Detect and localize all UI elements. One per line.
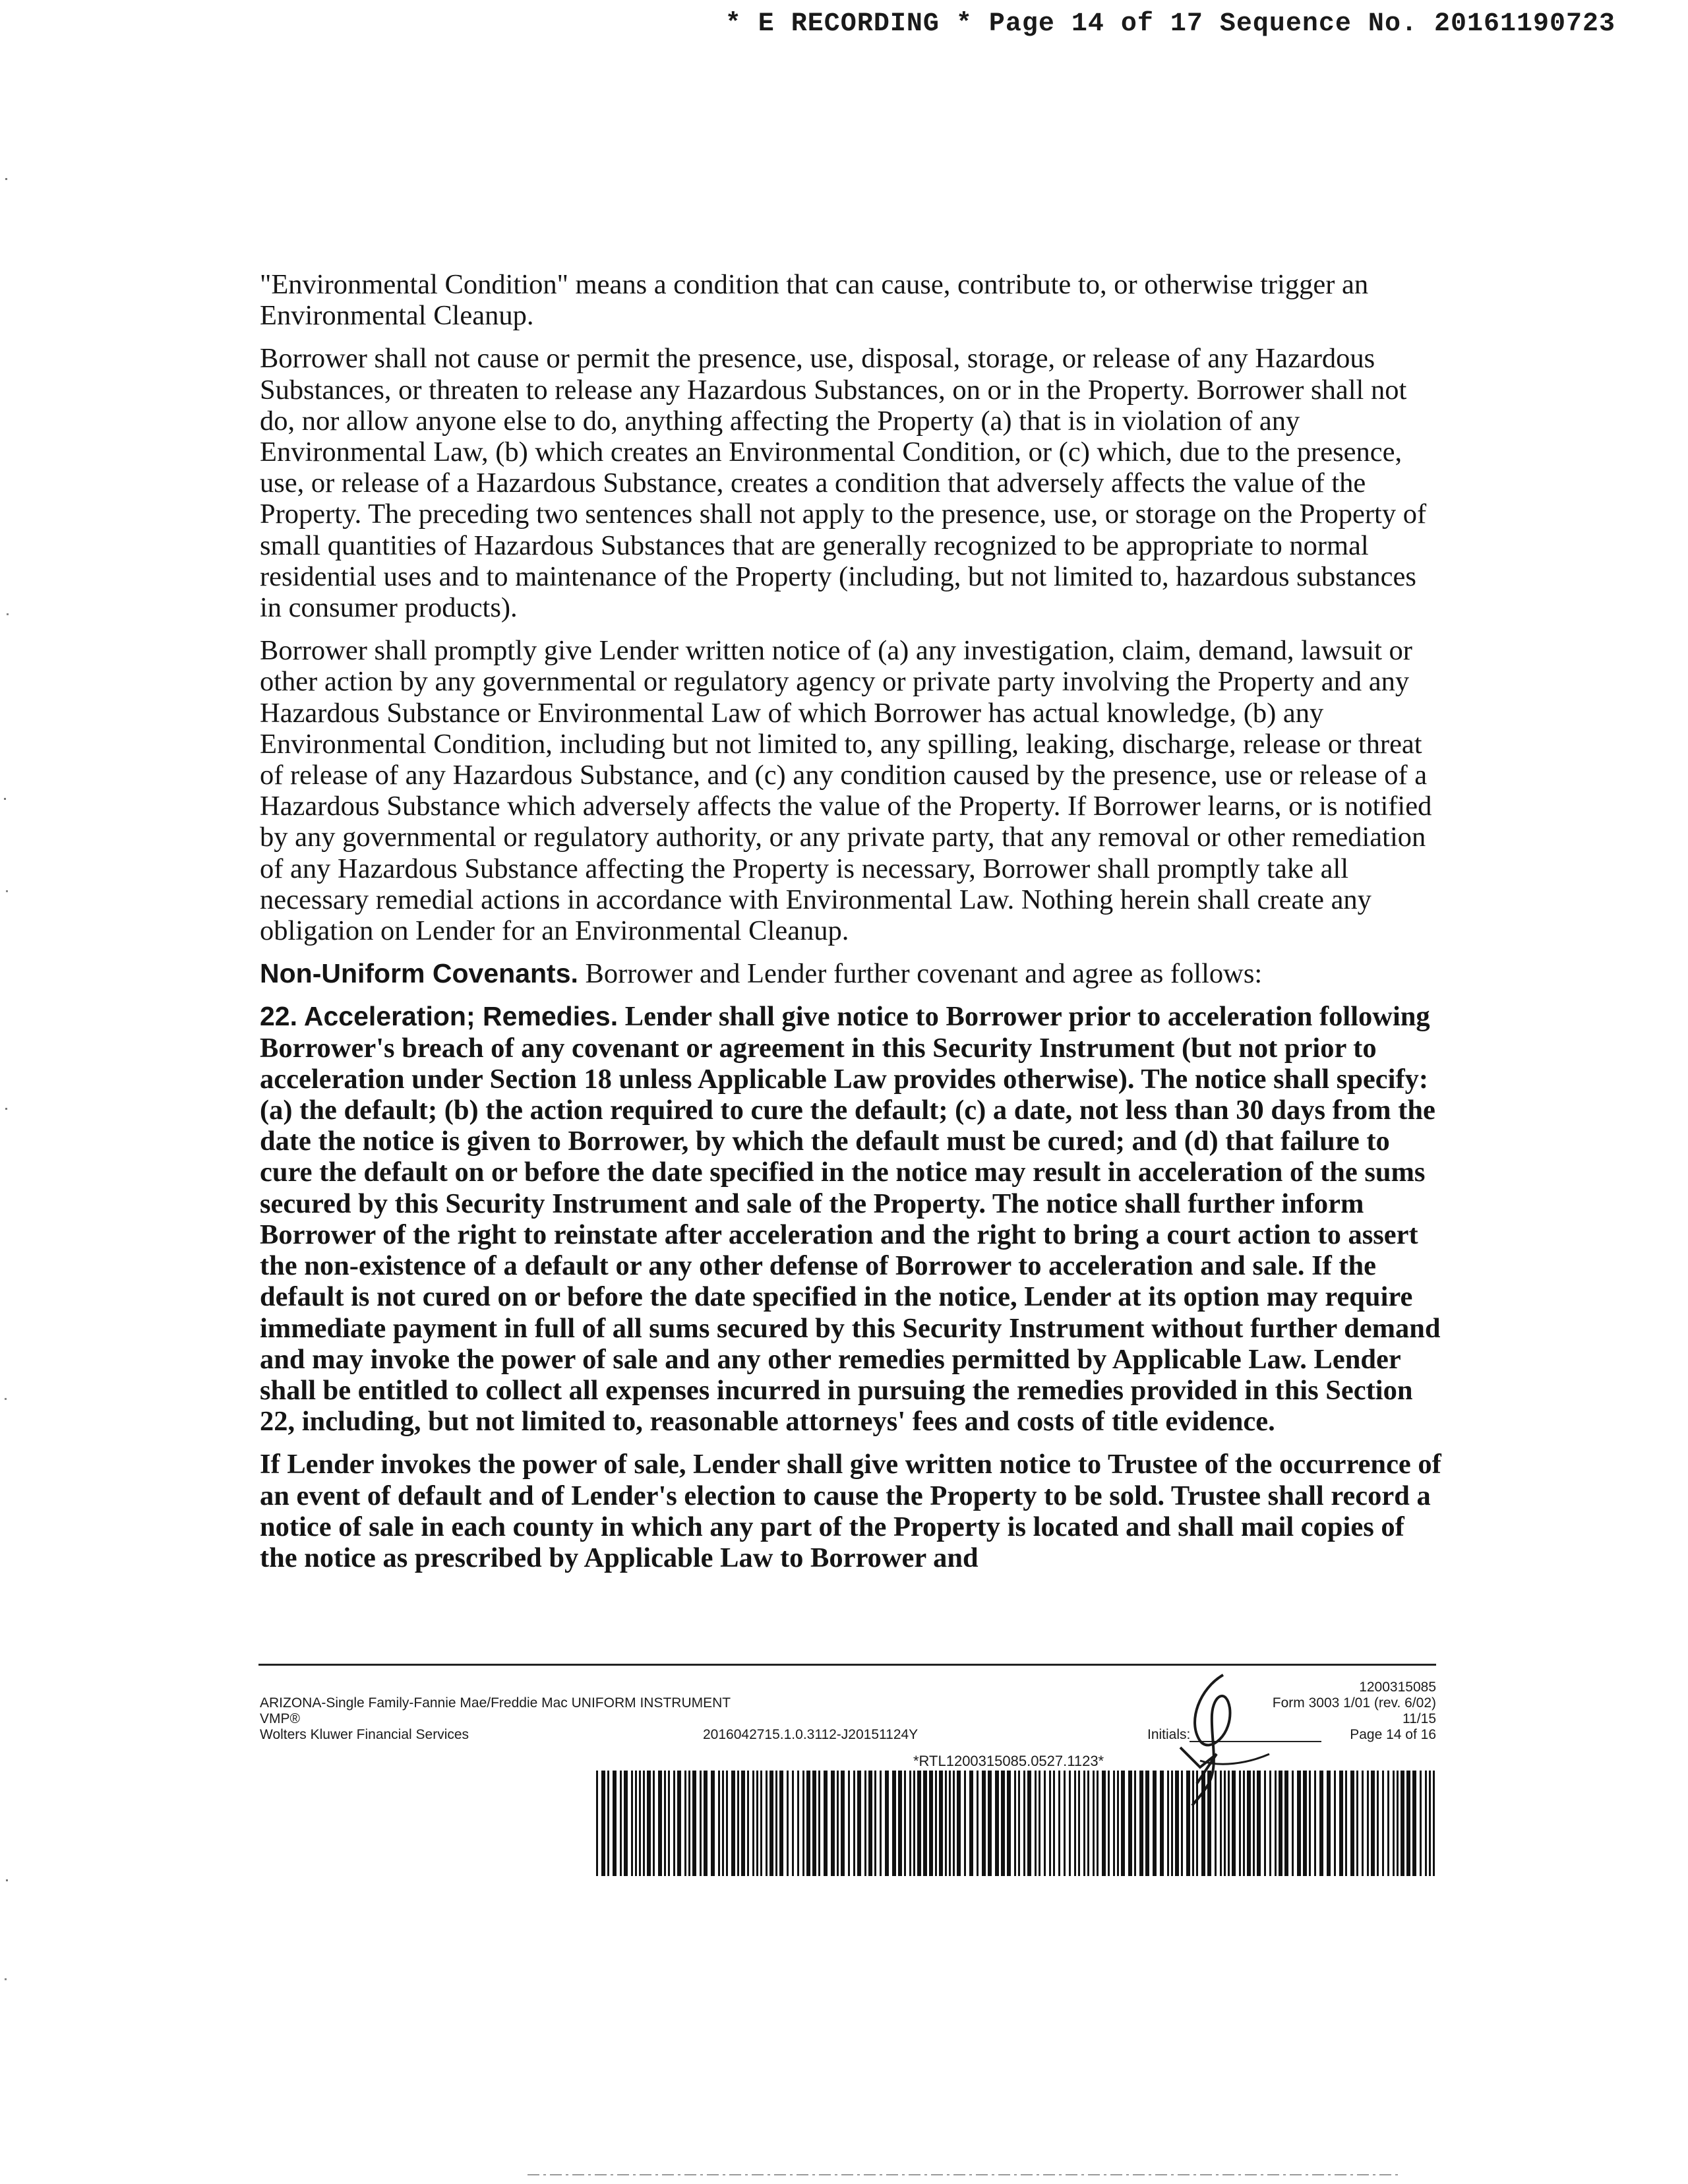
barcode-bar xyxy=(664,1771,666,1876)
barcode-bar xyxy=(1279,1771,1282,1876)
barcode-bar xyxy=(722,1771,724,1876)
barcode-bar xyxy=(1023,1771,1025,1876)
barcode-bar xyxy=(1078,1771,1080,1876)
barcode-caption: *RTL1200315085.0527.1123* xyxy=(913,1753,1104,1769)
barcode-bar xyxy=(624,1771,628,1876)
barcode-bar xyxy=(1314,1771,1316,1876)
barcode-bar xyxy=(1350,1771,1354,1876)
barcode-bar xyxy=(1319,1771,1323,1876)
barcode-bar xyxy=(1058,1771,1060,1876)
barcode-bar xyxy=(1393,1771,1395,1876)
barcode-bar xyxy=(1232,1771,1236,1876)
barcode-bar xyxy=(639,1771,641,1876)
barcode-bar xyxy=(613,1771,617,1876)
barcode-bar xyxy=(857,1771,861,1876)
non-uniform-covenants-heading: Non-Uniform Covenants. xyxy=(260,958,578,989)
barcode-bar xyxy=(1284,1771,1288,1876)
barcode-bar xyxy=(880,1771,882,1876)
barcode-bar xyxy=(1049,1771,1051,1876)
barcode-bar xyxy=(806,1771,810,1876)
barcode-bar xyxy=(620,1771,622,1876)
barcode-bar xyxy=(692,1771,696,1876)
barcode-bar xyxy=(864,1771,866,1876)
barcode-bar xyxy=(957,1771,961,1876)
barcode-bar xyxy=(1247,1771,1251,1876)
barcode-bar xyxy=(1153,1771,1157,1876)
barcode-bar xyxy=(1382,1771,1384,1876)
barcode-bar xyxy=(1292,1771,1294,1876)
barcode-bar xyxy=(1074,1771,1076,1876)
barcode-bar xyxy=(1044,1771,1046,1876)
footer-form-title: ARIZONA-Single Family-Fannie Mae/Freddie Mac UNIFORM INSTRUMENT xyxy=(260,1695,731,1711)
barcode-bar xyxy=(1371,1771,1375,1876)
barcode-bar xyxy=(1167,1771,1169,1876)
section-22-heading: 22. Acceleration; Remedies. xyxy=(260,1001,618,1032)
scan-margin-marks xyxy=(0,0,20,2184)
barcode-bar xyxy=(1327,1771,1331,1876)
barcode-bar xyxy=(1186,1771,1190,1876)
barcode-bar xyxy=(1007,1771,1011,1876)
barcode-bar xyxy=(601,1771,605,1876)
barcode-bar xyxy=(1387,1771,1389,1876)
barcode-bar xyxy=(718,1771,720,1876)
barcode-bar xyxy=(913,1771,915,1876)
barcode-bar xyxy=(898,1771,902,1876)
barcode-bar xyxy=(841,1771,845,1876)
barcode-bar xyxy=(673,1771,675,1876)
barcode-bar xyxy=(658,1771,662,1876)
non-uniform-covenants-text: Borrower and Lender further covenant and agree as follows: xyxy=(585,958,1263,990)
footer-vmp: VMP® xyxy=(260,1711,300,1726)
barcode-bar xyxy=(1171,1771,1173,1876)
barcode-bar xyxy=(1069,1771,1071,1876)
barcode-bar xyxy=(1257,1771,1261,1876)
barcode-bar xyxy=(1160,1771,1164,1876)
barcode-bar xyxy=(818,1771,820,1876)
footer-document-code: 2016042715.1.0.3112-J20151124Y xyxy=(703,1727,919,1742)
footer-loan-number: 1200315085 xyxy=(1359,1680,1436,1695)
barcode-bar xyxy=(1397,1771,1399,1876)
barcode-bar xyxy=(677,1771,681,1876)
barcode-bar xyxy=(766,1771,768,1876)
barcode-bar xyxy=(1433,1771,1435,1876)
barcode-bar xyxy=(797,1771,799,1876)
barcode-bar xyxy=(1113,1771,1115,1876)
barcode-bar xyxy=(1035,1771,1037,1876)
barcode-bar xyxy=(1053,1771,1055,1876)
barcode-bar xyxy=(1093,1771,1095,1876)
barcode-bar xyxy=(1309,1771,1311,1876)
barcode-bar xyxy=(802,1771,804,1876)
footer-publisher: Wolters Kluwer Financial Services xyxy=(260,1727,469,1742)
barcode-bar xyxy=(1253,1771,1255,1876)
barcode-bar xyxy=(945,1771,947,1876)
barcode-bar xyxy=(668,1771,670,1876)
document-body xyxy=(260,269,1443,1585)
barcode-bar xyxy=(1121,1771,1125,1876)
barcode-bar xyxy=(1239,1771,1241,1876)
barcode-bar xyxy=(1027,1771,1031,1876)
barcode-bar xyxy=(756,1771,758,1876)
barcode-bar xyxy=(1367,1771,1369,1876)
footer-form-number: Form 3003 1/01 (rev. 6/02) xyxy=(1272,1695,1436,1711)
footer-divider xyxy=(258,1664,1436,1666)
barcode-bar xyxy=(1228,1771,1230,1876)
barcode-icon xyxy=(593,1771,1437,1876)
barcode-bar xyxy=(643,1771,645,1876)
barcode-bar xyxy=(1345,1771,1347,1876)
barcode-bar xyxy=(1097,1771,1099,1876)
barcode-bar xyxy=(1406,1771,1410,1876)
barcode-bar xyxy=(853,1771,855,1876)
barcode-bar xyxy=(775,1771,777,1876)
barcode-bar xyxy=(1145,1771,1149,1876)
barcode-bar xyxy=(949,1771,951,1876)
barcode-bar xyxy=(704,1771,708,1876)
footer-form-date: 11/15 xyxy=(1402,1711,1436,1726)
barcode-bar xyxy=(874,1771,876,1876)
barcode-bar xyxy=(1362,1771,1364,1876)
barcode-bar xyxy=(812,1771,816,1876)
barcode-bar xyxy=(995,1771,999,1876)
barcode-bar xyxy=(711,1771,715,1876)
barcode-bar xyxy=(1128,1771,1132,1876)
footer-page-of: Page 14 of 16 xyxy=(1350,1727,1436,1742)
paragraph-non-uniform-covenants xyxy=(260,958,1443,989)
barcode-bar xyxy=(1083,1771,1085,1876)
barcode-bar xyxy=(1181,1771,1183,1876)
barcode-bar xyxy=(1201,1771,1205,1876)
barcode-bar xyxy=(752,1771,754,1876)
barcode-bar xyxy=(1001,1771,1005,1876)
barcode-bar xyxy=(653,1771,655,1876)
barcode-bar xyxy=(1334,1771,1336,1876)
barcode-bar xyxy=(1134,1771,1136,1876)
barcode-bar xyxy=(792,1771,794,1876)
barcode-bar xyxy=(1087,1771,1089,1876)
barcode-bar xyxy=(848,1771,850,1876)
barcode-bar xyxy=(747,1771,749,1876)
paragraph-section-22 xyxy=(260,1001,1443,1437)
barcode-bar xyxy=(1108,1771,1110,1876)
barcode-bar xyxy=(923,1771,927,1876)
barcode-bar xyxy=(1269,1771,1271,1876)
barcode-bar xyxy=(1429,1771,1431,1876)
barcode-bar xyxy=(1264,1771,1266,1876)
barcode-bar xyxy=(917,1771,921,1876)
barcode-bar xyxy=(904,1771,906,1876)
barcode-bar xyxy=(831,1771,835,1876)
barcode-bar xyxy=(741,1771,745,1876)
barcode-bar xyxy=(939,1771,943,1876)
barcode-bar xyxy=(964,1771,966,1876)
barcode-bar xyxy=(1275,1771,1277,1876)
barcode-bar xyxy=(779,1771,783,1876)
barcode-bar xyxy=(868,1771,872,1876)
barcode-bar xyxy=(988,1771,992,1876)
section-22-text: Lender shall give notice to Borrower prior to acceleration following Borrower's breach of any covenant or agreement in this Security Instrument (but not prior to acceleration under Section 18 unless Applicable Law provides otherwise). The notice shall specify: (a) the default; (b) the action required to cure the default; (c) a date, not less than 30 days from the date the notice is given to Borrower, by which the default must be cured; and (d) that failure to cure the default on or before the date specified in the notice may result in acceleration of the sums secured by this Security Instrument and sale of the Property. The notice shall further inform Borrower of the right to reinstate after acceleration and the right to bring a court action to assert the non-existence of a default or any other defense of Borrower to acceleration and sale. If the default is not cured on or before the date specified in the notice, Lender at its option may require immediate payment in full of all sums secured by this Security Instrument without further demand and may invoke the power of sale and any other remedies permitted by Applicable Law. Lender shall be entitled to collect all expenses incurred in pursuing the remedies provided in this Section 22, including, but not limited to, reasonable attorneys' fees and costs of title evidence. xyxy=(260,1001,1441,1438)
barcode-bar xyxy=(1377,1771,1379,1876)
barcode-bar xyxy=(607,1771,609,1876)
barcode-bar xyxy=(982,1771,986,1876)
barcode-bar xyxy=(953,1771,955,1876)
barcode-bar xyxy=(885,1771,889,1876)
paragraph-environmental-condition: "Environmental Condition" means a condition that can cause, contribute to, or otherwise trigger an Environmental Cleanup. xyxy=(260,269,1369,332)
barcode-bar xyxy=(1196,1771,1198,1876)
paragraph-borrower-notice: Borrower shall promptly give Lender written notice of (a) any investigation, claim, demand, lawsuit or other action by any governmental or regulatory agency or private party involving the Property and any Hazardous Substance or Environmental Law of which Borrower has actual knowledge, (b) any Environmental Condition, including but not limited to, any spilling, leaking, discharge, release or threat of release of any Hazardous Substance, and (c) any condition caused by the presence, use or release of a Hazardous Substance which adversely affects the value of the Property. If Borrower learns, or is notified by any governmental or regulatory authority, or any private party, that any removal or other remediation of any Hazardous Substance affecting the Property is necessary, Borrower shall promptly take all necessary remedial actions in accordance with Environmental Law. Nothing herein shall create any obligation on Lender for an Environmental Cleanup. xyxy=(260,635,1432,947)
barcode-bar xyxy=(1207,1771,1211,1876)
barcode-bar xyxy=(929,1771,933,1876)
barcode-bar xyxy=(1303,1771,1307,1876)
barcode-bar xyxy=(684,1771,686,1876)
paragraph-borrower-shall-not: Borrower shall not cause or permit the presence, use, disposal, storage, or release of any Hazardous Substances, or threaten to release any Hazardous Substances, on or in the Property. Borrower shall not do, nor allow anyone else to do, anything affecting the Property (a) that is in violation of any Environmental Law, (b) which creates an Environmental Condition, or (c) which, due to the presence, use, or release of a Hazardous Substance, creates a condition that adversely affects the value of the Property. The preceding two sentences shall not apply to the presence, use, or storage on the Property of small quantities of Hazardous Substances that are generally recognized to be appropriate to normal residential uses and to maintenance of the Property (including, but not limited to, hazardous substances in consumer products). xyxy=(260,343,1427,624)
paragraph-power-of-sale: If Lender invokes the power of sale, Lender shall give written notice to Trustee of the occurrence of an event of default and of Lender's election to cause the Property to be sold. Trustee shall record a notice of sale in each county in which any part of the Property is located and shall mail copies of the notice as prescribed by Applicable Law to Borrower and xyxy=(260,1449,1441,1573)
barcode-bar xyxy=(909,1771,911,1876)
barcode-bar xyxy=(1420,1771,1422,1876)
barcode-bar xyxy=(700,1771,702,1876)
barcode-bar xyxy=(1014,1771,1016,1876)
barcode-bar xyxy=(647,1771,651,1876)
barcode-bar xyxy=(1224,1771,1226,1876)
barcode-bar xyxy=(824,1771,828,1876)
barcode-bar xyxy=(1018,1771,1020,1876)
barcode-bar xyxy=(1356,1771,1358,1876)
barcode-bar xyxy=(892,1771,896,1876)
barcode-bar xyxy=(977,1771,979,1876)
barcode-bar xyxy=(1064,1771,1066,1876)
footer-initials-label: Initials: xyxy=(1147,1727,1191,1742)
barcode-bar xyxy=(769,1771,773,1876)
barcode-bar xyxy=(688,1771,690,1876)
barcode-bar xyxy=(1412,1771,1416,1876)
barcode-bar xyxy=(760,1771,762,1876)
barcode-bar xyxy=(737,1771,739,1876)
barcode-bar xyxy=(631,1771,633,1876)
barcode-bar xyxy=(1243,1771,1245,1876)
barcode-bar xyxy=(1117,1771,1119,1876)
barcode-bar xyxy=(1175,1771,1179,1876)
barcode-bar xyxy=(1102,1771,1106,1876)
barcode-bar xyxy=(969,1771,973,1876)
barcode-bar xyxy=(1192,1771,1194,1876)
barcode-bar xyxy=(1139,1771,1143,1876)
recording-header: * E RECORDING * Page 14 of 17 Sequence No. 20161190723 xyxy=(725,9,1615,39)
barcode-bar xyxy=(787,1771,789,1876)
scan-bottom-line xyxy=(528,2173,1398,2176)
barcode-bar xyxy=(596,1771,598,1876)
barcode-bar xyxy=(935,1771,937,1876)
barcode-bar xyxy=(635,1771,637,1876)
barcode-bar xyxy=(1297,1771,1301,1876)
barcode-bar xyxy=(1039,1771,1040,1876)
barcode-bar xyxy=(1220,1771,1222,1876)
barcode-bar xyxy=(1401,1771,1404,1876)
barcode-bar xyxy=(1425,1771,1427,1876)
barcode-bar xyxy=(1215,1771,1217,1876)
barcode-bar xyxy=(1339,1771,1343,1876)
barcode-bar xyxy=(837,1771,839,1876)
barcode-bar xyxy=(731,1771,735,1876)
barcode-bar xyxy=(726,1771,728,1876)
